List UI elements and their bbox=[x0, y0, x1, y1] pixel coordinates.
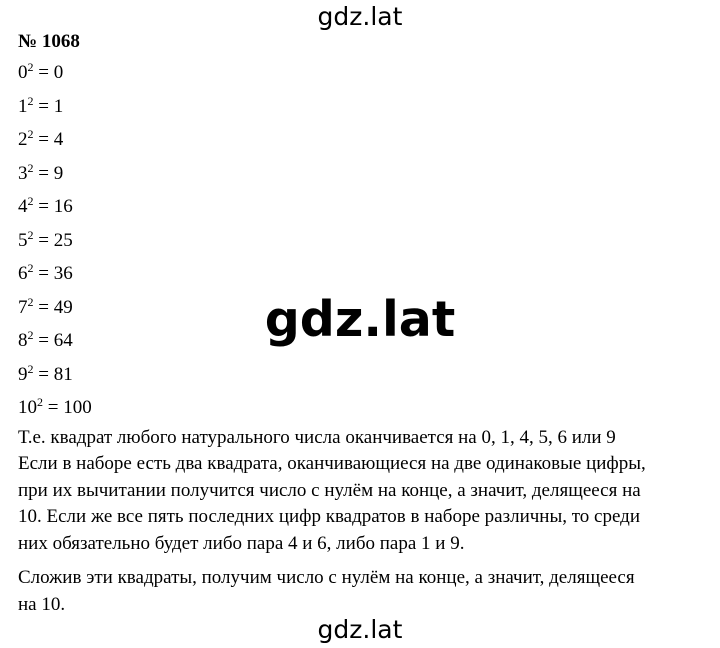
text-line: на 10. bbox=[18, 593, 66, 615]
equation-exponent: 2 bbox=[27, 294, 34, 309]
equation-base: 9 bbox=[18, 363, 28, 385]
explanation-paragraph bbox=[18, 425, 708, 558]
equation-6 bbox=[18, 257, 708, 291]
text-line: 10. Если же все пять последних цифр квадратов в наборе различны, то среди bbox=[18, 506, 640, 527]
watermark-top: gdz.lat bbox=[317, 2, 403, 31]
conclusion-paragraph bbox=[18, 565, 708, 618]
text-line: них обязательно будет либо пара 4 и 6, либо пара 1 и 9. bbox=[18, 532, 465, 554]
squares-list bbox=[18, 56, 708, 425]
equation-result: = 36 bbox=[38, 263, 73, 284]
equation-4 bbox=[18, 190, 708, 224]
equation-2 bbox=[18, 123, 708, 157]
equation-base: 4 bbox=[18, 196, 28, 217]
equation-exponent: 2 bbox=[27, 93, 34, 108]
equation-base: 1 bbox=[18, 95, 28, 117]
equation-result: = 25 bbox=[38, 229, 73, 251]
text-line: Сложив эти квадраты, получим число с нулём на конце, а значит, делящееся bbox=[18, 567, 635, 588]
equation-10 bbox=[18, 391, 708, 425]
equation-result: = 0 bbox=[38, 62, 64, 83]
equation-exponent: 2 bbox=[27, 328, 34, 342]
text-line: при их вычитании получится число с нулём на конце, а значит, делящееся на bbox=[18, 479, 641, 501]
equation-exponent: 2 bbox=[27, 127, 34, 141]
equation-5 bbox=[18, 224, 708, 258]
equation-result: = 64 bbox=[38, 330, 73, 351]
equation-result: = 9 bbox=[38, 162, 64, 184]
watermark-center: gdz.lat bbox=[264, 291, 456, 348]
equation-result: = 1 bbox=[38, 95, 64, 117]
equation-result: = 4 bbox=[38, 129, 64, 150]
equation-9 bbox=[18, 358, 708, 392]
equation-exponent: 2 bbox=[27, 60, 34, 74]
equation-0 bbox=[18, 56, 708, 90]
equation-result: = 16 bbox=[38, 196, 73, 217]
equation-exponent: 2 bbox=[37, 395, 43, 409]
equation-base: 8 bbox=[18, 330, 28, 351]
watermark-bottom: gdz.lat bbox=[317, 615, 403, 644]
equation-1 bbox=[18, 90, 708, 124]
equation-base: 7 bbox=[18, 296, 28, 318]
equation-exponent: 2 bbox=[27, 261, 34, 275]
equation-result: = 49 bbox=[38, 296, 73, 318]
equation-result: = 81 bbox=[38, 363, 73, 385]
equation-base: 2 bbox=[18, 129, 28, 150]
equation-base: 10 bbox=[18, 397, 37, 418]
text-line: Если в наборе есть два квадрата, оканчивающиеся на две одинаковые цифры, bbox=[18, 453, 646, 474]
text-line: Т.е. квадрат любого натурального числа оканчивается на 0, 1, 4, 5, 6 или 9 bbox=[18, 426, 616, 448]
equation-exponent: 2 bbox=[27, 160, 34, 175]
equation-base: 0 bbox=[18, 62, 28, 83]
equation-base: 3 bbox=[18, 162, 28, 184]
equation-base: 6 bbox=[18, 263, 28, 284]
equation-base: 5 bbox=[18, 229, 28, 251]
equation-result: = 100 bbox=[47, 397, 92, 418]
equation-3 bbox=[18, 157, 708, 191]
equation-exponent: 2 bbox=[27, 227, 34, 242]
equation-exponent: 2 bbox=[27, 194, 34, 208]
task-number: № 1068 bbox=[18, 31, 80, 52]
equation-exponent: 2 bbox=[27, 361, 34, 376]
